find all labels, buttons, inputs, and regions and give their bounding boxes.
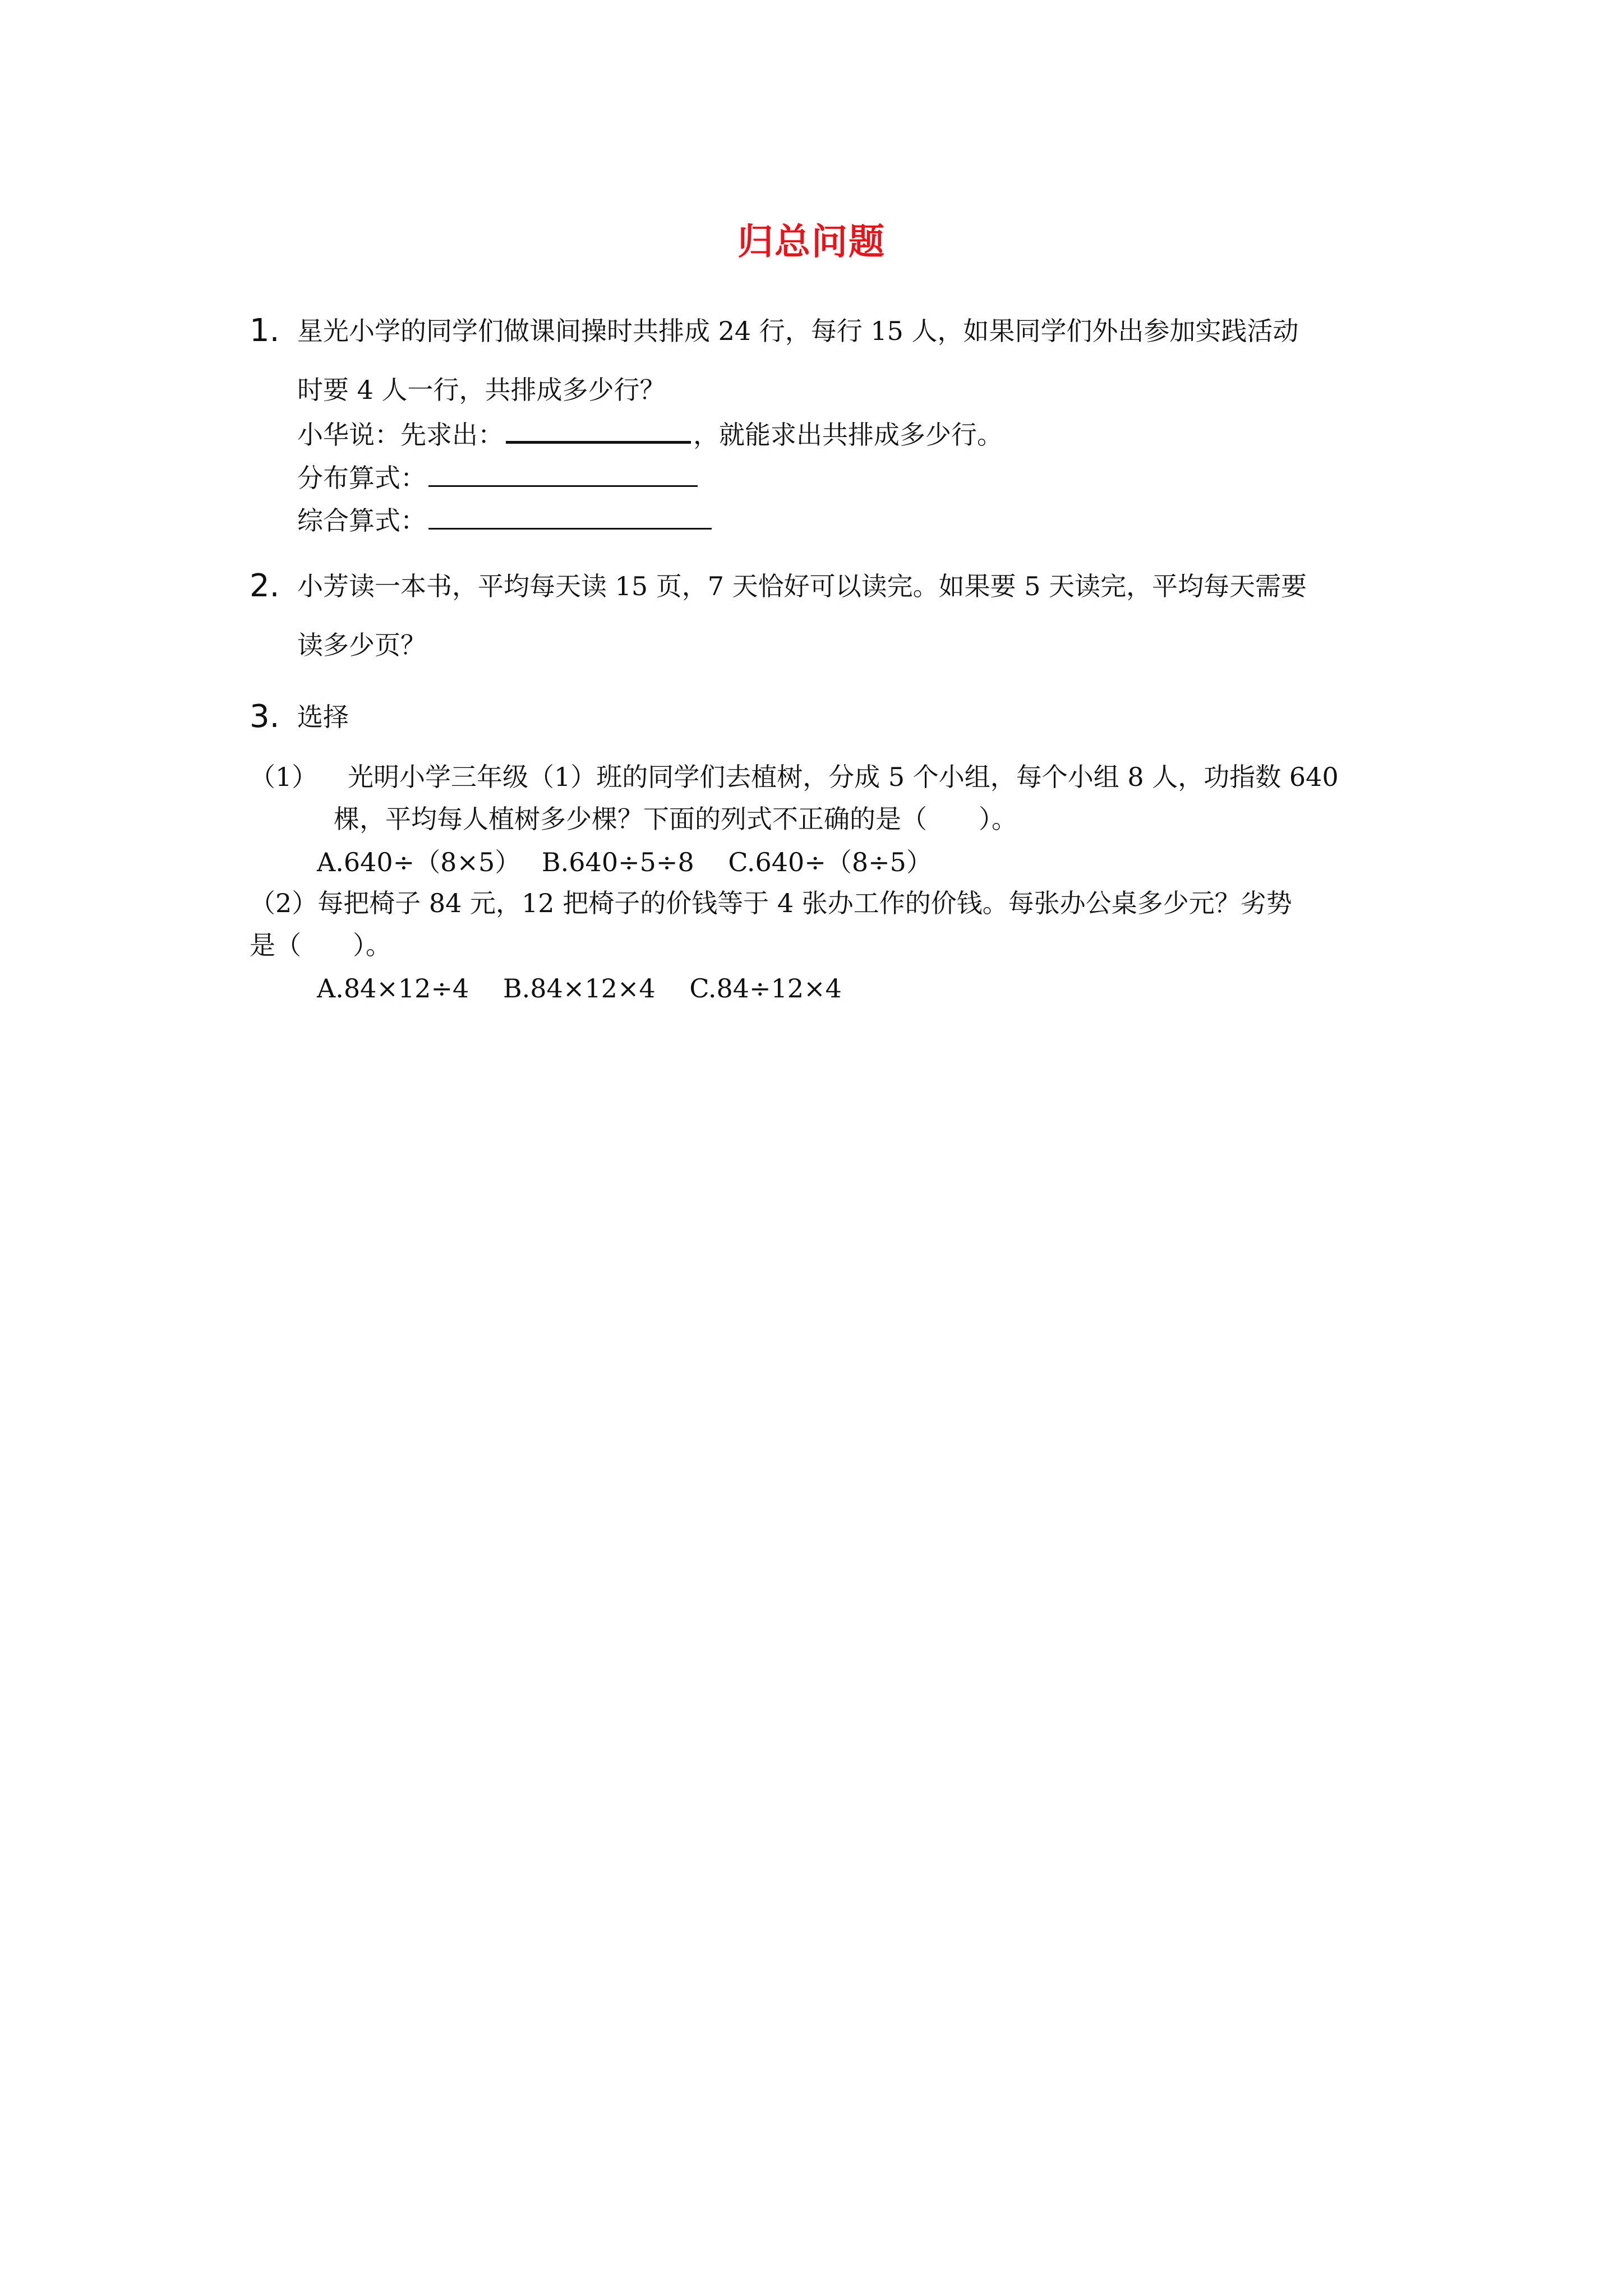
question-1-text-line-1: 星光小学的同学们做课间操时共排成 24 行，每行 15 人，如果同学们外出参加实践活动 xyxy=(297,316,1299,346)
question-1-hint xyxy=(297,418,1003,452)
question-2-number: 2. xyxy=(250,568,280,604)
subquestion-1-marker: （1） xyxy=(250,762,318,792)
question-2-text-line-2: 读多少页？ xyxy=(297,630,426,660)
question-1-text-line-2: 时要 4 人一行，共排成多少行？ xyxy=(297,375,666,405)
subquestion-2-line-2: 是（ ）。 xyxy=(250,930,391,960)
hint-answer-blank[interactable] xyxy=(506,418,691,444)
question-3-label: 选择 xyxy=(297,702,349,732)
hint-prefix: 小华说：先求出： xyxy=(297,420,504,450)
question-2-text-line-1: 小芳读一本书，平均每天读 15 页，7 天恰好可以读完。如果要 5 天读完，平均每天需要 xyxy=(297,571,1307,601)
subquestion-2-options: A.84×12÷4 B.84×12×4 C.84÷12×4 xyxy=(317,973,842,1004)
combined-equation-label: 综合算式： xyxy=(297,505,426,536)
subquestion-2-line-1: （2）每把椅子 84 元，12 把椅子的价钱等于 4 张办工作的价钱。每张办公桌多少元？劣势 xyxy=(250,888,1292,918)
combined-equation-blank[interactable] xyxy=(428,505,712,530)
page-title: 归总问题 xyxy=(737,221,886,263)
question-1-step-equation xyxy=(297,461,700,495)
step-equation-label: 分布算式： xyxy=(297,463,426,493)
question-1-combined-equation xyxy=(297,504,714,537)
subquestion-1-line-2: 棵，平均每人植树多少棵？下面的列式不正确的是（ ）。 xyxy=(334,804,1017,834)
question-3-number: 3. xyxy=(250,698,280,735)
question-1-number: 1. xyxy=(250,312,280,349)
hint-suffix: ，就能求出共排成多少行。 xyxy=(693,420,1003,450)
step-equation-blank[interactable] xyxy=(428,463,698,487)
subquestion-1-line-1: 光明小学三年级（1）班的同学们去植树，分成 5 个小组，每个小组 8 人，功指数 640 xyxy=(348,762,1339,792)
subquestion-1-options: A.640÷（8×5） B.640÷5÷8 C.640÷（8÷5） xyxy=(317,847,932,877)
